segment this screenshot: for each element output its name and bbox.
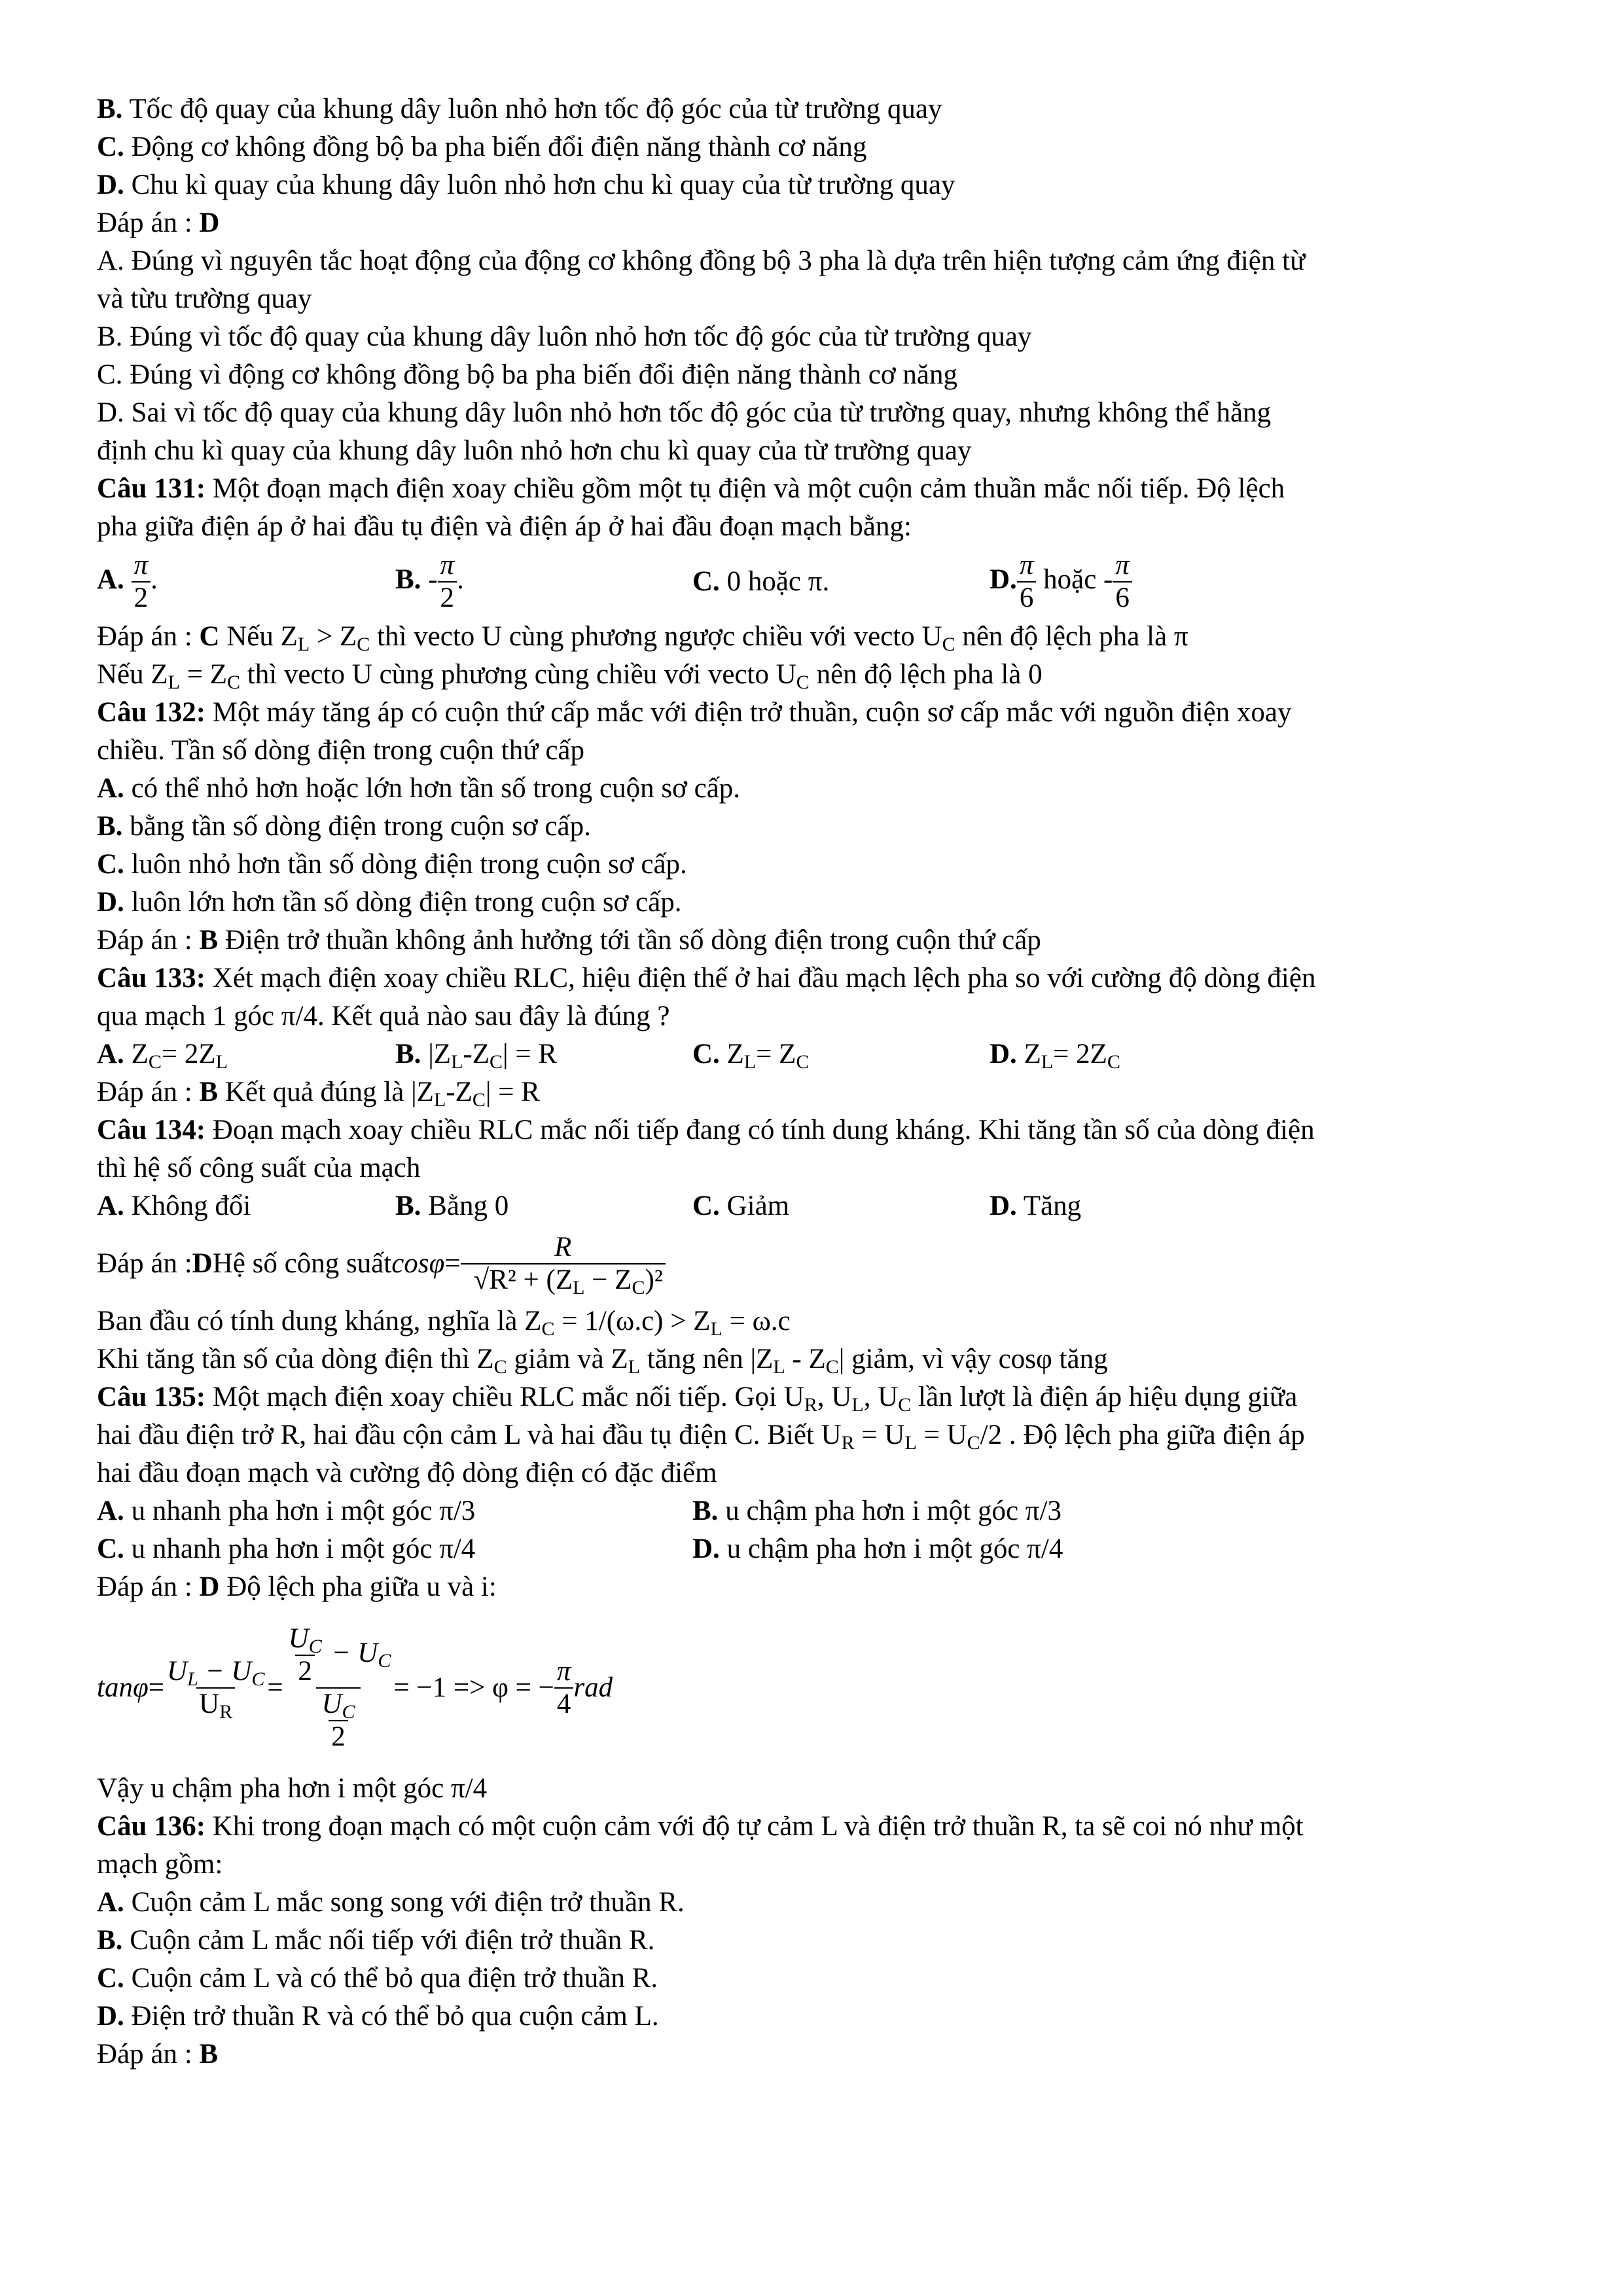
option-text: bằng tần số dòng điện trong cuộn sơ cấp. [122, 811, 591, 842]
subscript: L [573, 1277, 585, 1299]
subscript: L [710, 1318, 722, 1340]
explanation-line: A. Đúng vì nguyên tắc hoạt động của động cơ không đồng bộ 3 pha là dựa trên hiện tượng cảm ứng điện từ [97, 245, 1306, 276]
punct: . [457, 564, 464, 595]
denominator: $√R^2 + (Z_L - Z_C)^2$ [461, 1263, 666, 1296]
option-label: C. [692, 1039, 720, 1069]
subscript: C [632, 1277, 645, 1299]
subscript: C [1107, 1051, 1120, 1073]
explanation-line: và từu trường quay [97, 283, 312, 314]
text: | = R [485, 1077, 540, 1107]
text: = 1/(ω.c) > Z [554, 1306, 711, 1336]
option-text: Điện trở thuần R và có thể bỏ qua cuộn cảm L. [124, 2001, 659, 2032]
text: -Z [463, 1039, 490, 1069]
option-label: D. [990, 1039, 1017, 1069]
option-a [97, 1187, 395, 1225]
compound-fraction [283, 1623, 394, 1753]
numerator [164, 1656, 267, 1690]
answer-value: D [199, 207, 220, 238]
option-text: u chậm pha hơn i một góc π/4 [719, 1534, 1063, 1564]
text: thì vecto U cùng phương cùng chiều với vecto U [240, 659, 796, 690]
text: = ω.c [722, 1306, 791, 1336]
option-label: C. [692, 566, 720, 597]
denominator: 2 [132, 581, 151, 614]
subscript: R [841, 1432, 855, 1454]
text: )² [645, 1265, 663, 1295]
fraction [286, 1623, 325, 1687]
fraction [1113, 550, 1132, 614]
question-text: Một đoạn mạch điện xoay chiều gồm một tụ điện và một cuộn cảm thuần mắc nối tiếp. Độ lệch [205, 473, 1285, 504]
formula-line [97, 1225, 1537, 1302]
conclusion-line: Vậy u chậm pha hơn i một góc π/4 [97, 1773, 488, 1804]
text: Nếu Z [97, 659, 168, 690]
numerator: R [554, 1232, 572, 1263]
denominator [316, 1687, 360, 1753]
option-label: C. [97, 849, 124, 880]
text: /2 . Độ lệch pha giữa điện áp [980, 1420, 1305, 1450]
formula-lhs: cosφ [391, 1248, 445, 1279]
option-b [97, 1922, 1537, 1960]
option-text: Giảm [719, 1191, 790, 1221]
text: = 2Z [1053, 1039, 1107, 1069]
option-b [692, 1492, 1061, 1530]
option-label: D. [990, 1191, 1017, 1221]
fraction [164, 1656, 267, 1723]
equals: = [267, 1672, 283, 1703]
subscript: L [168, 672, 180, 693]
question-label: Câu 131: [97, 473, 206, 504]
subscript: L [628, 1356, 641, 1378]
option-label: D. [990, 564, 1017, 595]
option-label: C. [692, 1191, 720, 1221]
options-row [97, 1530, 1537, 1568]
option-text: Cuộn cảm L mắc nối tiếp với điện trở thuần R. [122, 1925, 655, 1956]
answer-prefix: Đáp án : [97, 925, 200, 956]
explanation-line: định chu kì quay của khung dây luôn nhỏ hơn chu kì quay của từ trường quay [97, 435, 972, 466]
subscript: C [342, 1701, 355, 1723]
option-text: Tốc độ quay của khung dây luôn nhỏ hơn tốc độ góc của từ trường quay [122, 94, 942, 124]
option-label: B. [97, 1925, 123, 1956]
subscript: C [967, 1432, 980, 1454]
option-c [97, 846, 1537, 884]
denominator: 6 [1017, 581, 1037, 614]
question-text: Khi trong đoạn mạch có một cuộn cảm với độ tự cảm L và điện trở thuần R, ta sẽ coi nó như một [205, 1811, 1304, 1842]
fraction [132, 550, 151, 614]
fraction [319, 1689, 357, 1753]
text: nên độ lệch pha là π [955, 621, 1188, 652]
question-text: mạch gồm: [97, 1849, 223, 1880]
option-text: u nhanh pha hơn i một góc π/3 [124, 1496, 476, 1526]
option-a [97, 1035, 395, 1073]
explanation-line [97, 656, 1537, 694]
subscript: L [851, 1394, 864, 1416]
text: hai đầu điện trở R, hai đầu cộn cảm L và hai đầu tụ điện C. Biết U [97, 1420, 842, 1450]
subscript: C [825, 1356, 839, 1378]
option-a [97, 550, 395, 614]
subscript: L [743, 1051, 757, 1073]
answer-line [97, 922, 1537, 960]
text: − [324, 1637, 358, 1668]
option-label: A. [97, 1887, 124, 1918]
option-b [97, 808, 1537, 846]
explanation-line: C. Đúng vì động cơ không đồng bộ ba pha biến đổi điện năng thành cơ năng [97, 359, 957, 390]
subscript: C [489, 1051, 503, 1073]
options-row [97, 1035, 1537, 1073]
unit: rad [573, 1672, 613, 1703]
text: Z [124, 1039, 149, 1069]
options-row [97, 1187, 1537, 1225]
text: | giảm, vì vậy cosφ tăng [838, 1344, 1108, 1374]
text: Ban đầu có tính dung kháng, nghĩa là Z [97, 1306, 542, 1336]
option-d [990, 550, 1132, 614]
option-text: Chu kì quay của khung dây luôn nhỏ hơn chu kì quay của từ trường quay [124, 170, 955, 200]
subscript: R [804, 1394, 817, 1416]
denominator: 2 [295, 1655, 315, 1687]
question-label: Câu 133: [97, 963, 206, 994]
question-135 [97, 1378, 1537, 1416]
option-c [692, 1035, 990, 1073]
text: U [199, 1689, 220, 1719]
option-text: u chậm pha hơn i một góc π/3 [718, 1496, 1061, 1526]
sign: - [421, 564, 438, 595]
option-label: D. [97, 170, 124, 200]
text: Kết quả đúng là |Z [218, 1077, 434, 1107]
text: U [167, 1656, 188, 1687]
answer-prefix: Đáp án : [97, 1077, 200, 1107]
explanation-line: B. Đúng vì tốc độ quay của khung dây luôn nhỏ hơn tốc độ góc của từ trường quay [97, 321, 1032, 352]
text: tăng nên |Z [640, 1344, 774, 1374]
question-text: pha giữa điện áp ở hai đầu tụ điện và điện áp ở hai đầu đoạn mạch bằng: [97, 511, 912, 542]
answer-prefix: Đáp án : [97, 1248, 192, 1279]
subscript: C [493, 1356, 507, 1378]
option-text: Tăng [1016, 1191, 1082, 1221]
denominator: 2 [438, 581, 457, 614]
option-text: Không đổi [124, 1191, 251, 1221]
option-label: B. [97, 811, 123, 842]
text: = −1 => φ = − [393, 1672, 554, 1703]
option-d [990, 1187, 1081, 1225]
option-text: luôn lớn hơn tần số dòng điện trong cuộn sơ cấp. [124, 887, 682, 918]
subscript: C [796, 672, 810, 693]
subscript: L [904, 1432, 917, 1454]
subscript: R [219, 1701, 233, 1723]
option-label: C. [97, 1963, 124, 1994]
option-b [395, 550, 692, 614]
subscript: L [187, 1668, 198, 1690]
text: U [321, 1689, 342, 1719]
option-label: D. [97, 2001, 124, 2032]
question-text: chiều. Tần số dòng điện trong cuộn thứ cấp [97, 735, 584, 766]
text: U [288, 1623, 309, 1654]
explanation-line: D. Sai vì tốc độ quay của khung dây luôn nhỏ hơn tốc độ góc của từ trường quay, nhưng không thể hằng [97, 397, 1272, 428]
question-text: Đoạn mạch xoay chiều RLC mắc nối tiếp đang có tính dung kháng. Khi tăng tần số của dòng điện [205, 1115, 1315, 1145]
fraction [1017, 550, 1037, 614]
text: − Z [584, 1265, 632, 1295]
numerator: π [1115, 550, 1130, 581]
equals: = [444, 1248, 461, 1279]
question-label: Câu 134: [97, 1115, 206, 1145]
subscript: C [541, 1318, 555, 1340]
answer-prefix: Đáp án : [97, 2039, 200, 2070]
text: -Z [446, 1077, 473, 1107]
option-a [97, 1492, 692, 1530]
denominator: 2 [329, 1720, 348, 1753]
option-label: C. [97, 1534, 124, 1564]
option-c [692, 1187, 990, 1225]
subscript: L [297, 634, 310, 655]
option-label: A. [97, 773, 124, 804]
subscript: L [215, 1051, 228, 1073]
option-label: B. [97, 94, 123, 124]
option-text: 0 hoặc π. [719, 566, 830, 597]
answer-value: D [192, 1248, 213, 1279]
text: Z [719, 1039, 744, 1069]
answer-value: D [199, 1571, 220, 1602]
option-label: A. [97, 1191, 124, 1221]
fraction [461, 1232, 666, 1299]
option-d [990, 1035, 1120, 1073]
option-text: Cuộn cảm L mắc song song với điện trở thuần R. [124, 1887, 685, 1918]
option-c [692, 563, 990, 601]
option-d [97, 884, 1537, 922]
denominator [196, 1687, 235, 1723]
option-line [97, 90, 1537, 128]
text: | = R [503, 1039, 558, 1069]
subscript: L [451, 1051, 463, 1073]
text: lần lượt là điện áp hiệu dụng giữa [911, 1382, 1298, 1412]
subscript: C [308, 1636, 322, 1657]
text: - Z [785, 1344, 826, 1374]
text: U [357, 1637, 378, 1668]
option-label: A. [97, 1039, 124, 1069]
text: giảm và Z [507, 1344, 628, 1374]
answer-value: B [199, 925, 219, 956]
numerator: π [556, 1656, 571, 1687]
text: nên độ lệch pha là 0 [809, 659, 1043, 690]
question-text: hai đầu đoạn mạch và cường độ dòng điện có đặc điểm [97, 1458, 717, 1488]
option-a [97, 1884, 1537, 1922]
text: , U [817, 1382, 852, 1412]
fraction [438, 550, 457, 614]
option-text: Bằng 0 [421, 1191, 509, 1221]
subscript: L [1041, 1051, 1054, 1073]
explanation-line [97, 1340, 1537, 1378]
text: , U [863, 1382, 899, 1412]
option-label: D. [97, 887, 124, 918]
question-text: thì hệ số công suất của mạch [97, 1153, 421, 1183]
option-c [97, 1530, 692, 1568]
fraction [554, 1656, 574, 1720]
numerator [283, 1623, 394, 1687]
answer-line [97, 204, 1537, 242]
denominator: 6 [1113, 581, 1132, 614]
option-b [395, 1035, 692, 1073]
text: − [198, 1656, 232, 1687]
question-text: qua mạch 1 góc π/4. Kết quả nào sau đây là đúng ? [97, 1001, 670, 1031]
option-label: A. [97, 1496, 124, 1526]
options-row [97, 1492, 1537, 1530]
option-text: u nhanh pha hơn i một góc π/4 [124, 1534, 476, 1564]
numerator: π [1019, 550, 1034, 581]
numerator: π [134, 550, 149, 581]
equals: = [148, 1672, 165, 1703]
subscript: C [148, 1051, 162, 1073]
option-text: hoặc - [1036, 564, 1113, 595]
text: Điện trở thuần không ảnh hưởng tới tần số dòng điện trong cuộn thứ cấp [218, 925, 1041, 956]
text: Z [1016, 1039, 1041, 1069]
document-page [97, 90, 1537, 2073]
subscript: C [357, 634, 370, 655]
text: = U [916, 1420, 967, 1450]
subscript: C [472, 1089, 486, 1111]
answer-prefix: Đáp án : [97, 207, 200, 238]
subscript: C [227, 672, 241, 693]
text: = U [854, 1420, 905, 1450]
question-132 [97, 694, 1537, 732]
option-c [97, 1960, 1537, 1998]
option-label: B. [395, 1039, 421, 1069]
answer-prefix: Đáp án : [97, 621, 200, 652]
denominator: 4 [554, 1687, 574, 1720]
text: Nếu Z [219, 621, 298, 652]
question-text [97, 1416, 1537, 1454]
numerator [286, 1623, 325, 1655]
answer-line [97, 1073, 1537, 1111]
answer-value: B [199, 2039, 219, 2070]
text: Khi tăng tần số của dòng điện thì Z [97, 1344, 494, 1374]
subscript: C [378, 1649, 391, 1672]
option-line [97, 128, 1537, 166]
subscript: C [796, 1051, 810, 1073]
option-label: C. [97, 132, 124, 162]
text: > Z [310, 621, 357, 652]
answer-line [97, 2036, 1537, 2073]
text: Độ lệch pha giữa u và i: [219, 1571, 497, 1602]
option-d [97, 1998, 1537, 2036]
option-a [97, 770, 1537, 808]
text: = Z [179, 659, 228, 690]
question-label: Câu 136: [97, 1811, 206, 1842]
formula-line [97, 1606, 1537, 1770]
numerator: π [440, 550, 455, 581]
text: Một mạch điện xoay chiều RLC mắc nối tiếp. Gọi U [205, 1382, 804, 1412]
numerator [319, 1689, 357, 1723]
text: |Z [421, 1039, 452, 1069]
answer-prefix: Đáp án : [97, 1571, 200, 1602]
option-label: B. [692, 1496, 719, 1526]
option-label: A. [97, 564, 124, 595]
text: = Z [756, 1039, 796, 1069]
options-row [97, 546, 1537, 618]
answer-line [97, 1568, 1537, 1606]
question-131 [97, 470, 1537, 508]
question-136 [97, 1808, 1537, 1846]
subscript: C [251, 1668, 265, 1690]
option-text: Cuộn cảm L và có thể bỏ qua điện trở thuần R. [124, 1963, 658, 1994]
subscript: C [898, 1394, 912, 1416]
option-line [97, 166, 1537, 204]
question-label: Câu 135: [97, 1382, 206, 1412]
option-text: có thể nhỏ hơn hoặc lớn hơn tần số trong cuộn sơ cấp. [124, 773, 741, 804]
option-text: Động cơ không đồng bộ ba pha biến đổi điện năng thành cơ năng [124, 132, 867, 162]
question-134 [97, 1111, 1537, 1149]
punct: . [151, 564, 158, 595]
option-label: D. [692, 1534, 720, 1564]
question-label: Câu 132: [97, 697, 206, 728]
question-text: Xét mạch điện xoay chiều RLC, hiệu điện thế ở hai đầu mạch lệch pha so với cường độ dòng điện [205, 963, 1316, 994]
question-text: Một máy tăng áp có cuộn thứ cấp mắc với điện trở thuần, cuộn sơ cấp mắc với nguồn điện xoay [205, 697, 1292, 728]
text: Hệ số công suất [212, 1248, 392, 1279]
option-label: B. [395, 1191, 421, 1221]
option-text: luôn nhỏ hơn tần số dòng điện trong cuộn sơ cấp. [124, 849, 687, 880]
option-d [692, 1530, 1063, 1568]
text: U [231, 1656, 252, 1687]
option-label: B. [395, 564, 421, 595]
formula-lhs: tanφ [97, 1672, 149, 1703]
text: thì vecto U cùng phương ngược chiều với vecto U [370, 621, 942, 652]
answer-value: C [199, 621, 220, 652]
subscript: C [942, 634, 955, 655]
subscript: L [433, 1089, 446, 1111]
subscript: L [773, 1356, 785, 1378]
option-b [395, 1187, 692, 1225]
explanation-line [97, 1302, 1537, 1340]
answer-line [97, 618, 1537, 656]
text: = 2Z [161, 1039, 216, 1069]
answer-value: B [199, 1077, 219, 1107]
question-133 [97, 960, 1537, 997]
text: R² + (Z [489, 1265, 573, 1295]
